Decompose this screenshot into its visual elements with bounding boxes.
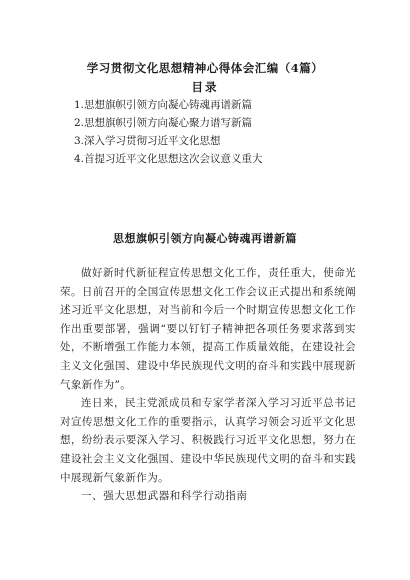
toc-item-3[interactable]: 3.深入学习贯彻习近平文化思想: [74, 135, 221, 147]
table-of-contents: [74, 96, 263, 168]
document-title: 学习贯彻文化思想精神心得体会汇编（4篇）: [86, 61, 324, 75]
paragraph-1: 做好新时代新征程宣传思想文化工作，责任重大，使命光荣。日前召开的全国宣传思想文化工作会议正式提出和系统阐述习近平文化思想，对当前和今后一个时期宣传思想文化工作作出重要部署，强调“要以钉钉子精神把各项任务要求落到实处，不断增强工作能力本领，提高工作质量效能，在建设社会主义文化强国、建设中华民族现代文明的奋斗和实践中展现新气象新作为”。: [60, 267, 356, 391]
toc-item-2[interactable]: 2.思想旗帜引领方向凝心聚力谱写新篇: [74, 117, 253, 129]
body-text: [60, 264, 356, 506]
paragraph-2: 连日来，民主党派成员和专家学者深入学习习近平总书记对宣传思想文化工作的重要指示，认真学习领会习近平文化思想，纷纷表示要深入学习、积极践行习近平文化思想，努力在建设社会主义文化强国、建设中华民族现代文明的奋斗和实践中展现新气象新作为。: [60, 397, 356, 484]
toc-item-4[interactable]: 4.首提习近平文化思想这次会议意义重大: [74, 153, 263, 165]
subheading-1: 一、强大思想武器和科学行动指南: [81, 490, 248, 503]
toc-item-1[interactable]: 1.思想旗帜引领方向凝心铸魂再谱新篇: [74, 99, 253, 111]
toc-heading: 目录: [191, 80, 219, 94]
section-title: 思想旗帜引领方向凝心铸魂再谱新篇: [113, 232, 297, 245]
